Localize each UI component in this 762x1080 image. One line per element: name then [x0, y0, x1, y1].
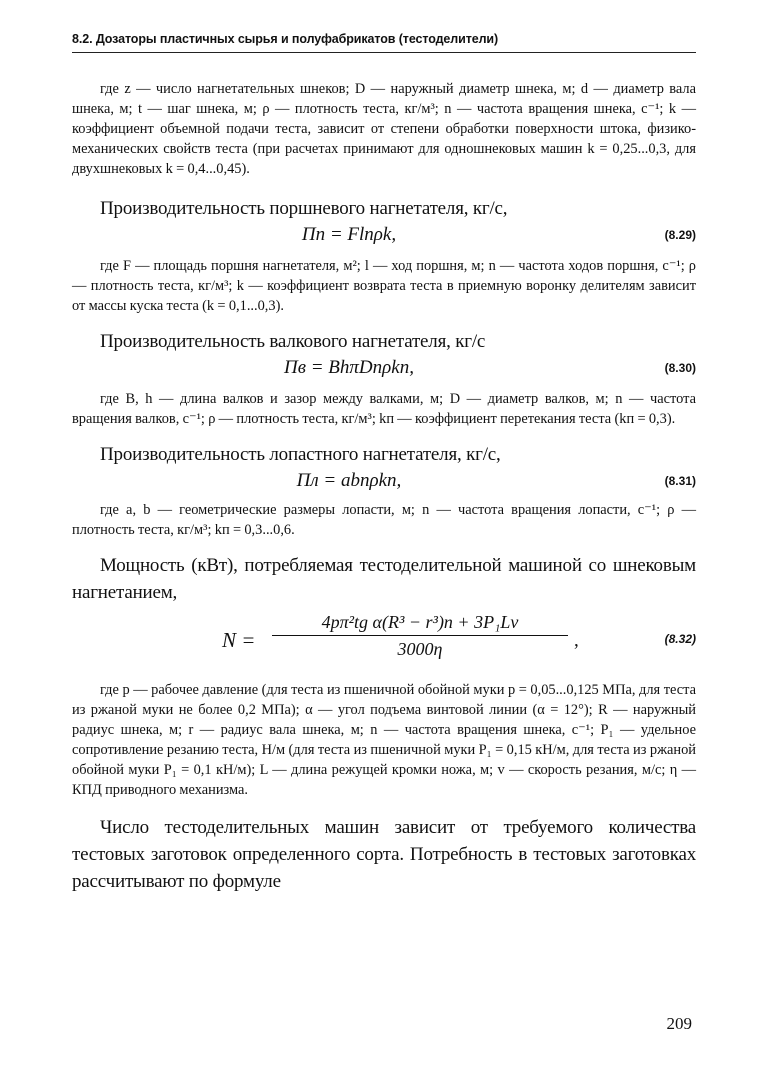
formula-8-29-number: (8.29) — [664, 228, 696, 242]
formula-8-29 — [72, 222, 696, 252]
heading-roller-productivity: Производительность валкового нагнетателя, кг/с — [100, 331, 486, 352]
formula-8-29-expression: Пп = Flnρk, — [301, 224, 397, 245]
formula-8-30 — [72, 355, 696, 385]
paragraph-blade-variables: где a, b — геометрические размеры лопасти, м; n — частота вращения лопасти, с⁻¹; ρ — плотность теста, кг/м³; kп = 0,3...0,6. — [72, 502, 696, 538]
paragraph-power-variables: где p — рабочее давление (для теста из пшеничной обойной муки p = 0,05...0,125 МПа, для теста из ржаной муки не более 0,2 МПа); α — угол подъема винтовой линии (α = 12°); R — наружный радиус шнека, м; r — радиус вала шнека, м; n — частота вращения шнека, с⁻¹; P₁ — удельное сопротивление резанию теста, Н/м (для теста из пшеничной муки P₁ = 0,15 кН/м, для теста из ржаной обойной муки P₁ = 0,1 кН/м); L — длина режущей кромки ножа, м; v — скорость резания, м/с; η — КПД приводного механизма. — [72, 682, 696, 798]
page-number: 209 — [666, 1014, 692, 1033]
formula-8-31-number: (8.31) — [664, 474, 696, 488]
formula-8-31-expression: Пл = abnρkп, — [296, 470, 402, 491]
paragraph-piston-variables: где F — площадь поршня нагнетателя, м²; l — ход поршня, м; n — частота ходов поршня, с⁻¹; ρ — плотность теста, кг/м³; k — коэффициент возврата теста в приемную воронку делителям зависит от массы куска теста (k = 0,1...0,3). — [72, 258, 696, 314]
formula-8-32-numerator: 4pπ²tg α(R³ − r³)n + 3P₁Lv — [272, 612, 568, 636]
paragraph-screw-variables: где z — число нагнетательных шнеков; D — наружный диаметр шнека, м; d — диаметр вала шнека, м; t — шаг шнека, м; ρ — плотность теста, кг/м³; n — частота вращения шнека, с⁻¹; k — коэффициент объемной подачи теста, зависит от степени обработки поверхности штока, физико-механических свойств теста (при расчетах принимают для одношнековых машин k = 0,25...0,3, для двухшнековых k = 0,4...0,45). — [72, 81, 696, 177]
running-head: 8.2. Дозаторы пластичных сырья и полуфабрикатов (тестоделители) — [72, 26, 696, 53]
heading-power-consumption: Мощность (кВт), потребляемая тестоделительной машиной со шнековым нагнетанием, — [72, 555, 696, 603]
formula-8-30-number: (8.30) — [664, 361, 696, 375]
formula-8-30-expression: Пв = BhπDnρkп, — [284, 357, 414, 378]
heading-piston-productivity: Производительность поршневого нагнетателя, кг/с, — [100, 198, 508, 219]
formula-8-32-lhs: N = — [222, 628, 256, 652]
formula-8-32 — [72, 610, 696, 674]
paragraph-roller-variables: где B, h — длина валков и зазор между валками, м; D — диаметр валков, м; n — частота вращения валков, с⁻¹; ρ — плотность теста, кг/м³; kп — коэффициент перетекания теста (kп = 0,3). — [72, 391, 696, 427]
formula-8-31 — [72, 468, 696, 498]
heading-blade-productivity: Производительность лопастного нагнетателя, кг/с, — [100, 444, 501, 465]
formula-8-32-number: (8.32) — [664, 632, 696, 646]
formula-8-32-fraction — [272, 612, 568, 660]
paragraph-machine-count: Число тестоделительных машин зависит от требуемого количества тестовых заготовок определенного сорта. Потребность в тестовых заготовках рассчитывают по формуле — [72, 817, 696, 892]
book-page — [72, 26, 696, 1066]
formula-8-32-comma: , — [574, 630, 579, 651]
formula-8-32-denominator: 3000η — [397, 639, 443, 659]
